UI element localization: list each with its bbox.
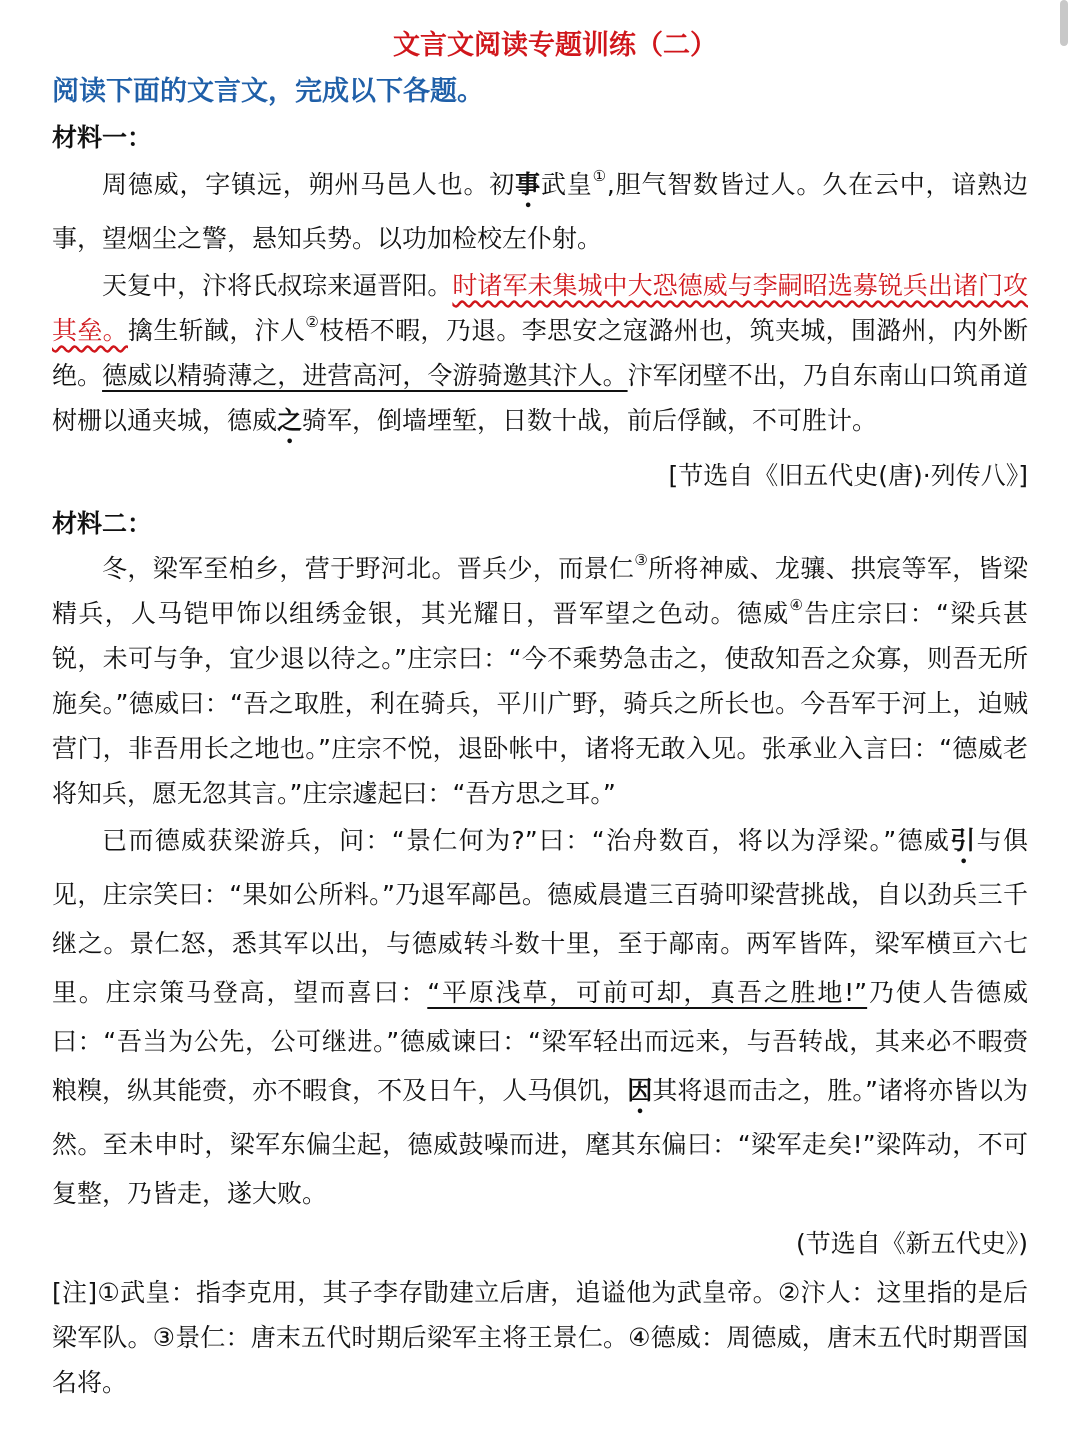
emphasis-char: 引 (950, 826, 977, 855)
underlined-sentence: “平原浅草，可前可却，真吾之胜地!” (427, 978, 868, 1007)
document-page (52, 24, 1028, 1405)
material2-paragraph-1: 冬，梁军至柏乡，营于野河北。晋兵少，而景仁③所将神威、龙骧、拱宸等军，皆梁精兵，人马铠甲饰以组绣金银，其光耀日，晋军望之色动。德威④告庄宗曰：“梁兵甚锐，未可与争，宜少退以待之。”庄宗曰：“今不乘势急击之，使敌知吾之众寡，则吾无所施矣。”德威曰：“吾之取胜，利在骑兵，平川广野，骑兵之所长也。今吾军于河上，迫贼营门，非吾用长之地也。”庄宗不悦，退卧帐中，诸将无敢入见。张承业入言曰：“德威老将知兵，愿无忽其言。”庄宗遽起曰：“吾方思之耳。” (52, 551, 1029, 808)
emphasis-char: 事 (515, 170, 541, 199)
page-title: 文言文阅读专题训练（二） (393, 30, 717, 61)
footnote-marker: ① (592, 167, 607, 185)
material1-heading: 材料一： (52, 123, 153, 152)
scrollbar[interactable] (1060, 0, 1068, 46)
instruction-text: 阅读下面的文言文，完成以下各题。 (52, 76, 484, 107)
emphasis-char: 之 (277, 406, 303, 435)
material2-source: (节选自《新五代史》) (795, 1229, 1028, 1258)
material1-paragraph-2: 天复中，汴将氏叔琮来逼晋阳。时诸军未集城中大恐德威与李嗣昭选募锐兵出诸门攻其垒。擒生斩馘，汴人②枝梧不暇，乃退。李思安之寇潞州也，筑夹城，围潞州，内外断绝。德威以精骑薄之，进营高河，令游骑邀其汴人。汴军闭壁不出，乃自东南山口筑甬道树栅以通夹城，德威之骑军，倒墙堙堑，日数十战，前后俘馘，不可胜计。 (52, 271, 1028, 435)
underlined-sentence: 德威以精骑薄之，进营高河，令游骑邀其汴人。 (102, 361, 628, 390)
material1-paragraph-1: 周德威，字镇远，朔州马邑人也。初事武皇①,胆气智数皆过人。久在云中，谙熟边事，望烟尘之警，悬知兵势。以功加检校左仆射。 (52, 167, 1028, 253)
material2-heading: 材料二： (52, 509, 153, 538)
material2-paragraph-2: 已而德威获梁游兵，问：“景仁何为?”曰：“治舟数百，将以为浮梁。”德威引与俱见，庄宗笑曰：“果如公所料。”乃退军鄗邑。德威晨遣三百骑叩梁营挑战，自以劲兵三千继之。景仁怒，悉其军以出，与德威转斗数十里，至于鄗南。两军皆阵，梁军横亘六七里。庄宗策马登高，望而喜曰：“平原浅草，可前可却，真吾之胜地!”乃使人告德威曰：“吾当为公先，公可继进。”德威谏曰：“梁军轻出而远来，与吾转战，其来必不暇赍粮糗，纵其能赍，亦不暇食，不及日午，人马俱饥，因其将退而击之，胜。”诸将亦皆以为然。至未申时，梁军东偏尘起，德威鼓噪而进，麾其东偏曰：“梁军走矣!”梁阵动，不可复整，乃皆走，遂大败。 (52, 826, 1028, 1208)
material1-source: [节选自《旧五代史(唐)·列传八》] (668, 461, 1028, 490)
footnote-marker: ② (305, 313, 320, 331)
annotation-note: [注]①武皇：指李克用，其子李存勖建立后唐，追谥他为武皇帝。②汴人：这里指的是后梁军队。③景仁：唐末五代时期后梁军主将王景仁。④德威：周德威，唐末五代时期晋国名将。 (52, 1278, 1028, 1397)
emphasis-char: 因 (627, 1076, 653, 1105)
footnote-marker: ③ (634, 551, 649, 569)
footnote-marker: ④ (789, 596, 805, 614)
red-wavy-sentence: 时诸军未集城中大恐德威与李嗣昭选募锐兵出诸门攻其垒。 (52, 271, 1028, 345)
